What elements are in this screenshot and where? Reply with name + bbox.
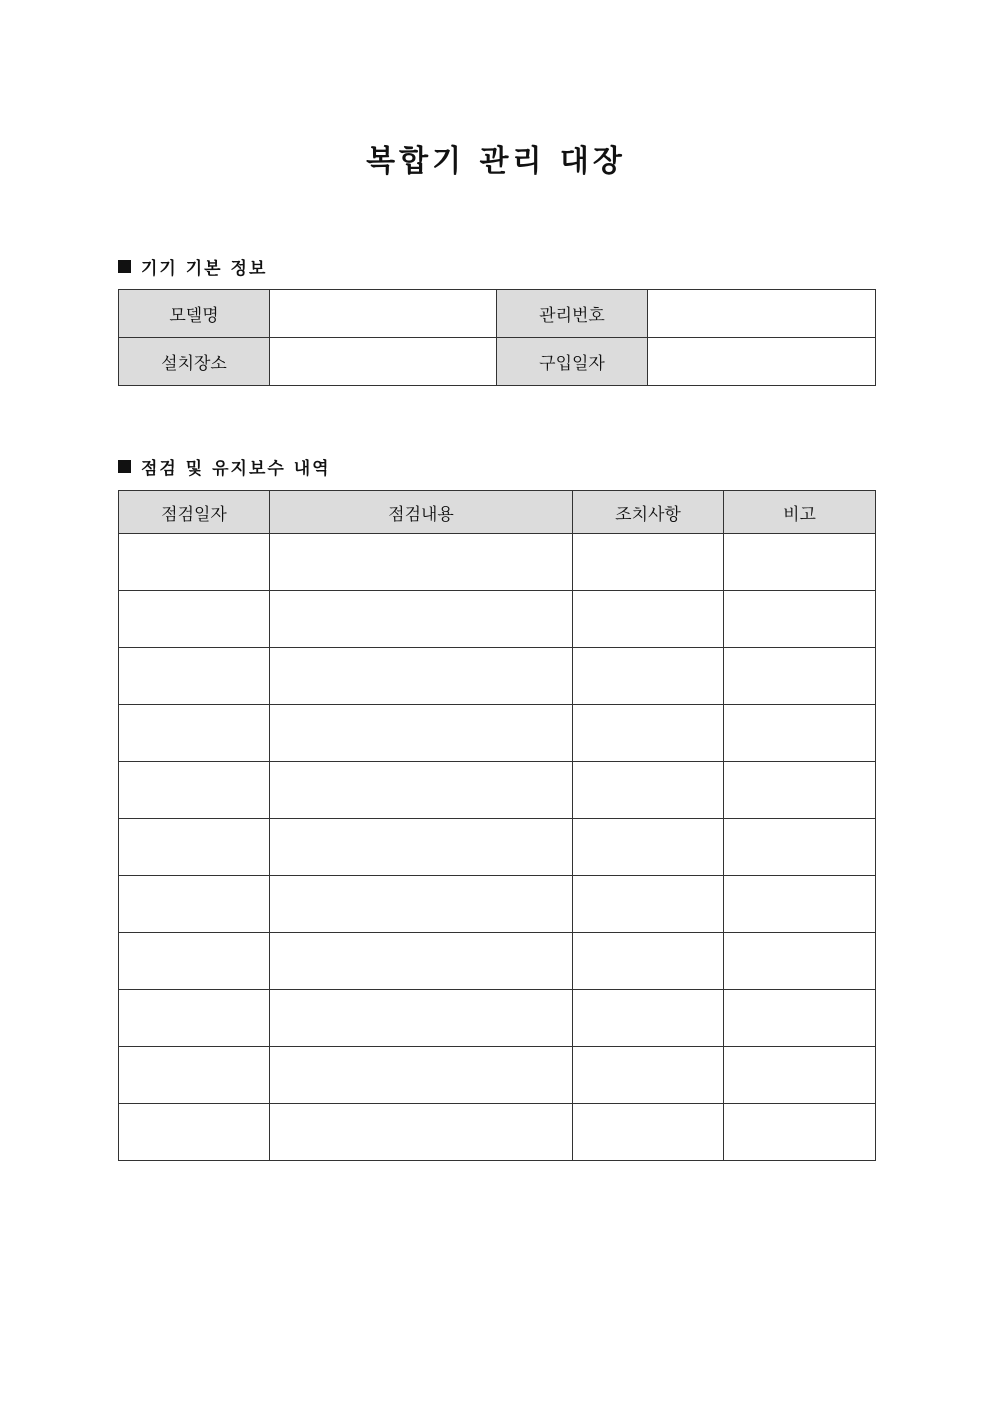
action-taken-cell[interactable]: [573, 876, 724, 933]
table-header-row: [119, 491, 876, 534]
action-taken-cell[interactable]: [573, 933, 724, 990]
remarks-cell[interactable]: [724, 1104, 876, 1161]
action-taken-cell[interactable]: [573, 819, 724, 876]
inspection-content-cell[interactable]: [270, 705, 573, 762]
label-model-name: 모델명: [119, 290, 270, 338]
remarks-cell[interactable]: [724, 933, 876, 990]
inspection-date-cell[interactable]: [119, 591, 270, 648]
remarks-cell[interactable]: [724, 990, 876, 1047]
purchase-date-field[interactable]: [648, 338, 876, 386]
action-taken-cell[interactable]: [573, 705, 724, 762]
model-name-field[interactable]: [270, 290, 497, 338]
remarks-cell[interactable]: [724, 1047, 876, 1104]
square-bullet-icon: [118, 260, 131, 273]
inspection-content-cell[interactable]: [270, 648, 573, 705]
remarks-cell[interactable]: [724, 648, 876, 705]
inspection-date-cell[interactable]: [119, 876, 270, 933]
document-title: 복합기 관리 대장: [366, 144, 626, 179]
inspection-content-cell[interactable]: [270, 1104, 573, 1161]
inspection-content-cell[interactable]: [270, 933, 573, 990]
table-row: [119, 648, 876, 705]
inspection-date-cell[interactable]: [119, 762, 270, 819]
section-heading-text: 기기 기본 정보: [141, 259, 268, 279]
inspection-content-cell[interactable]: [270, 1047, 573, 1104]
section-heading-text: 점검 및 유지보수 내역: [141, 459, 331, 479]
inspection-content-cell[interactable]: [270, 876, 573, 933]
section-heading-basic-info: [118, 254, 267, 279]
table-row: [119, 290, 876, 338]
action-taken-cell[interactable]: [573, 1047, 724, 1104]
column-header-action-taken: 조치사항: [573, 491, 724, 534]
table-row: [119, 876, 876, 933]
action-taken-cell[interactable]: [573, 762, 724, 819]
remarks-cell[interactable]: [724, 819, 876, 876]
remarks-cell[interactable]: [724, 876, 876, 933]
table-row: [119, 1047, 876, 1104]
inspection-date-cell[interactable]: [119, 990, 270, 1047]
column-header-inspection-content: 점검내용: [270, 491, 573, 534]
inspection-date-cell[interactable]: [119, 819, 270, 876]
management-number-field[interactable]: [648, 290, 876, 338]
inspection-date-cell[interactable]: [119, 1047, 270, 1104]
remarks-cell[interactable]: [724, 762, 876, 819]
inspection-content-cell[interactable]: [270, 990, 573, 1047]
table-row: [119, 1104, 876, 1161]
action-taken-cell[interactable]: [573, 1104, 724, 1161]
inspection-content-cell[interactable]: [270, 819, 573, 876]
inspection-content-cell[interactable]: [270, 762, 573, 819]
remarks-cell[interactable]: [724, 591, 876, 648]
remarks-cell[interactable]: [724, 705, 876, 762]
inspection-content-cell[interactable]: [270, 591, 573, 648]
install-location-field[interactable]: [270, 338, 497, 386]
basic-info-table: [118, 289, 876, 386]
label-purchase-date: 구입일자: [497, 338, 648, 386]
table-row: [119, 762, 876, 819]
remarks-cell[interactable]: [724, 534, 876, 591]
maintenance-log-table: [118, 490, 876, 1161]
table-row: [119, 534, 876, 591]
inspection-date-cell[interactable]: [119, 705, 270, 762]
square-bullet-icon: [118, 460, 131, 473]
inspection-date-cell[interactable]: [119, 648, 270, 705]
table-row: [119, 338, 876, 386]
table-row: [119, 933, 876, 990]
inspection-date-cell[interactable]: [119, 1104, 270, 1161]
action-taken-cell[interactable]: [573, 534, 724, 591]
column-header-inspection-date: 점검일자: [119, 491, 270, 534]
label-management-number: 관리번호: [497, 290, 648, 338]
action-taken-cell[interactable]: [573, 591, 724, 648]
action-taken-cell[interactable]: [573, 648, 724, 705]
inspection-content-cell[interactable]: [270, 534, 573, 591]
action-taken-cell[interactable]: [573, 990, 724, 1047]
inspection-date-cell[interactable]: [119, 933, 270, 990]
label-install-location: 설치장소: [119, 338, 270, 386]
table-row: [119, 591, 876, 648]
inspection-date-cell[interactable]: [119, 534, 270, 591]
column-header-remarks: 비고: [724, 491, 876, 534]
section-heading-maintenance-log: [118, 454, 331, 479]
maintenance-log-body: [119, 534, 876, 1161]
table-row: [119, 705, 876, 762]
table-row: [119, 819, 876, 876]
table-row: [119, 990, 876, 1047]
